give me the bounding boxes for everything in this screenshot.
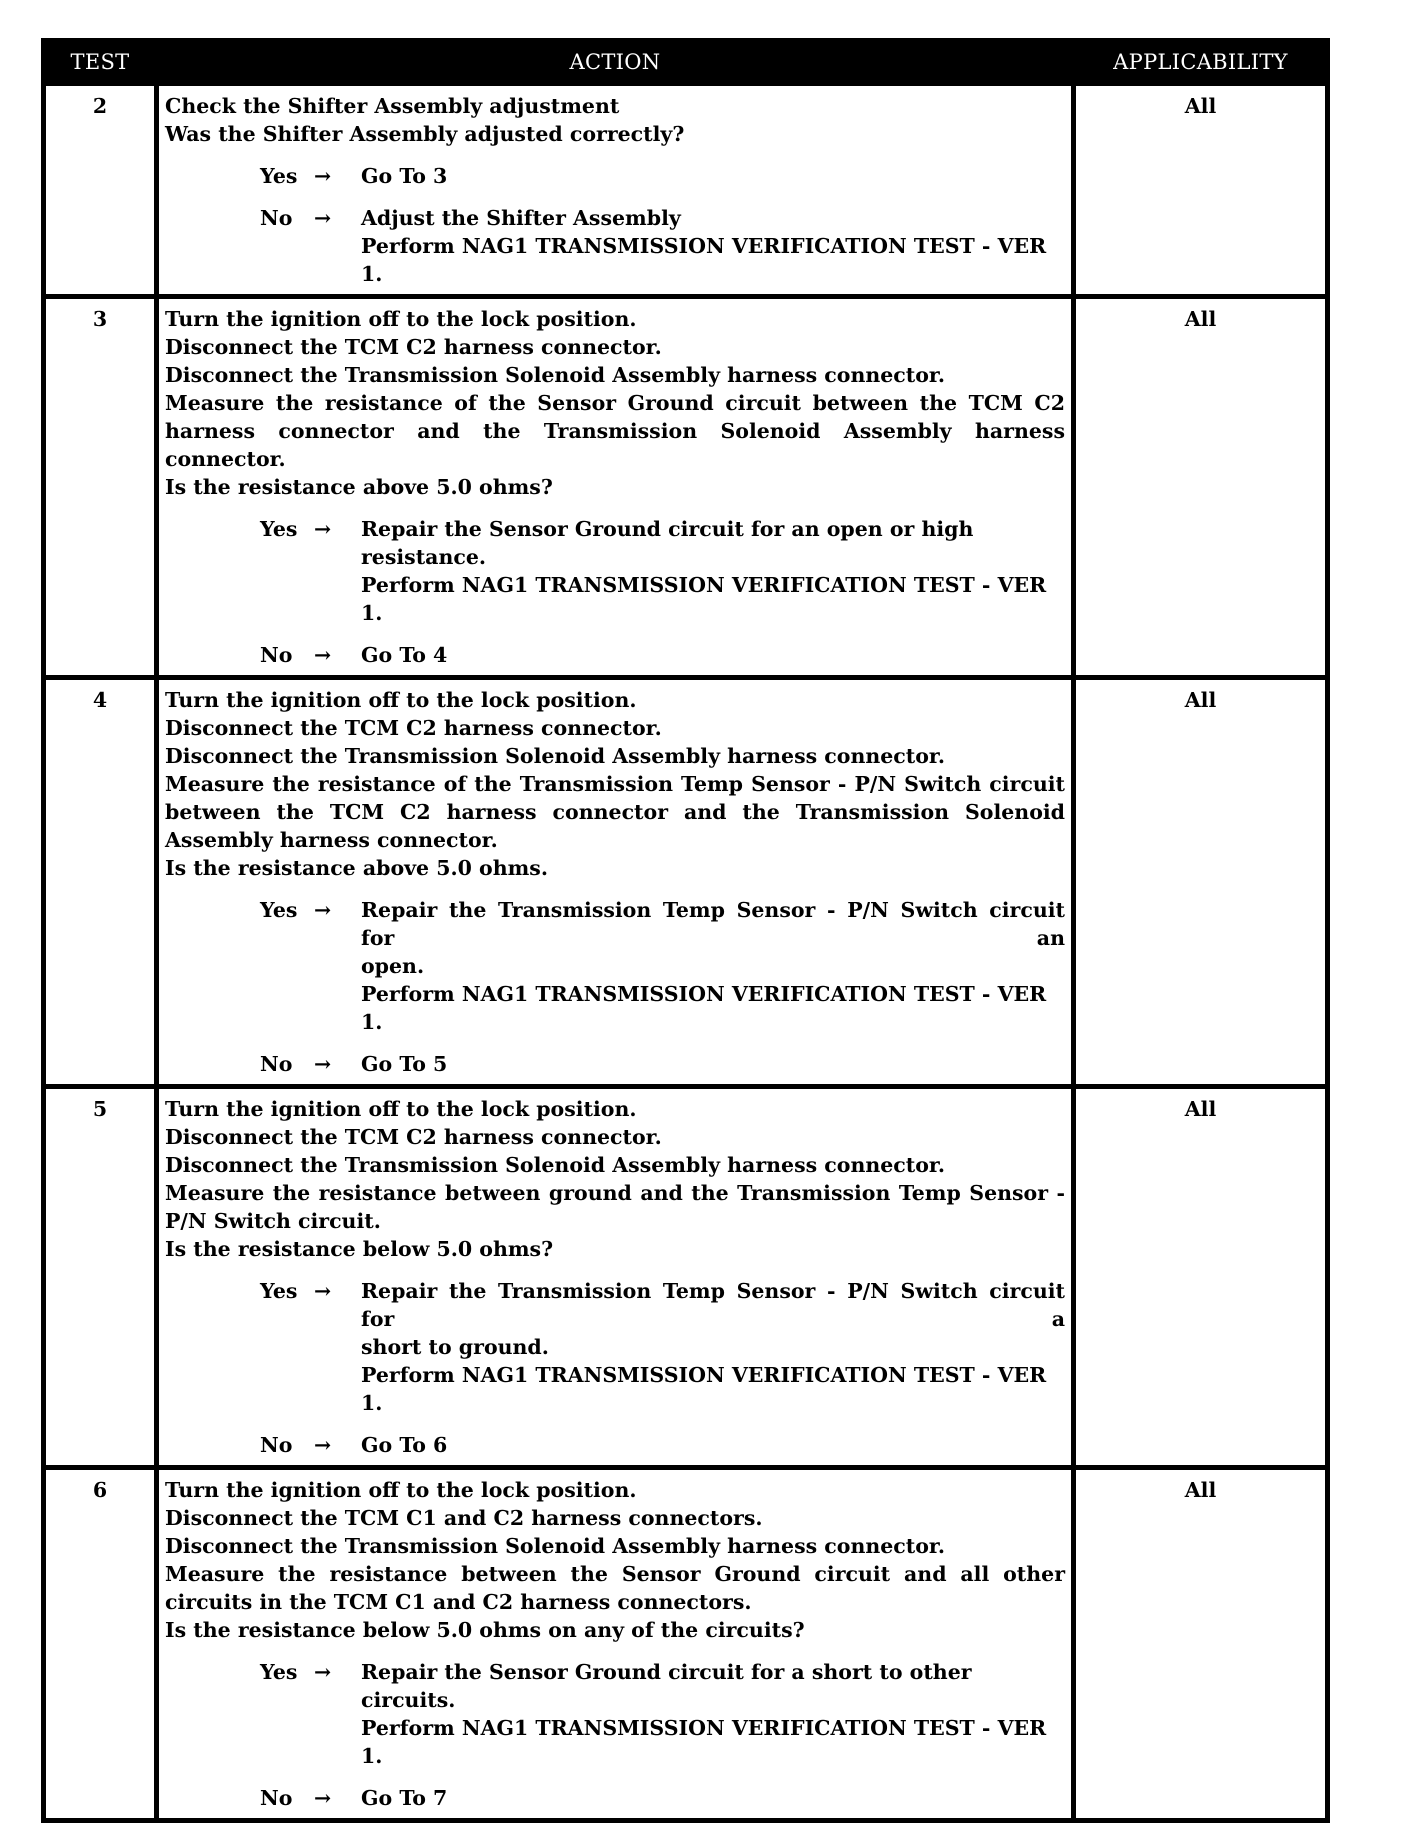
action-step: Disconnect the TCM C1 and C2 harness connectors. (165, 1506, 763, 1530)
table-row (44, 297, 1328, 678)
arrow-right-icon: → (314, 517, 332, 541)
header-applicability: APPLICABILITY (1074, 41, 1328, 84)
action-cell (157, 297, 1074, 678)
action-steps (165, 1095, 1065, 1263)
no-label: No (260, 1052, 293, 1076)
no-label: No (260, 1786, 293, 1810)
yes-result (361, 162, 1065, 190)
test-number: 3 (44, 297, 157, 678)
action-step: Check the Shifter Assembly adjustment (165, 94, 620, 118)
yes-result-line: Perform NAG1 TRANSMISSION VERIFICATION TEST - VER 1. (361, 982, 1047, 1034)
test-number: 6 (44, 1468, 157, 1821)
no-result (361, 1431, 1065, 1459)
no-result (361, 641, 1065, 669)
yes-result (361, 1658, 1065, 1770)
action-steps (165, 92, 1065, 148)
header-action: ACTION (157, 41, 1074, 84)
table-row (44, 1087, 1328, 1468)
action-step: Turn the ignition off to the lock position. (165, 688, 637, 712)
action-step: Disconnect the Transmission Solenoid Assembly harness connector. (165, 1534, 945, 1558)
applicability-value: All (1074, 1087, 1328, 1468)
applicability-value: All (1074, 297, 1328, 678)
table-body (44, 84, 1328, 1821)
yes-label: Yes (260, 1279, 298, 1303)
arrow-right-icon: → (314, 1052, 332, 1076)
applicability-value: All (1074, 84, 1328, 297)
yes-answer (260, 896, 1065, 1036)
action-step: Measure the resistance of the Transmission Temp Sensor - P/N Switch circuit between the TCM C2 harness connector and the Transmission Solenoid Assembly harness connector. (165, 772, 1065, 852)
yes-result-line: Repair the Sensor Ground circuit for a short to other circuits. (361, 1660, 972, 1712)
no-answer (260, 641, 1065, 669)
yes-result-line: Repair the Transmission Temp Sensor - P/N Switch circuit for an (361, 898, 1065, 950)
action-step: Disconnect the TCM C2 harness connector. (165, 335, 662, 359)
action-step: Was the Shifter Assembly adjusted correctly? (165, 122, 685, 146)
test-number: 4 (44, 678, 157, 1087)
applicability-value: All (1074, 678, 1328, 1087)
action-cell (157, 1468, 1074, 1821)
action-cell (157, 1087, 1074, 1468)
yes-result (361, 896, 1065, 1036)
action-step: Is the resistance above 5.0 ohms. (165, 856, 548, 880)
no-result-line: Go To 7 (361, 1786, 448, 1810)
no-answer (260, 204, 1065, 288)
yes-result-line: Repair the Transmission Temp Sensor - P/N Switch circuit for a (361, 1279, 1065, 1331)
test-number: 2 (44, 84, 157, 297)
table-row (44, 678, 1328, 1087)
test-number: 5 (44, 1087, 157, 1468)
arrow-right-icon: → (314, 1433, 332, 1457)
no-label: No (260, 643, 293, 667)
action-step: Is the resistance below 5.0 ohms on any of the circuits? (165, 1618, 805, 1642)
action-step: Measure the resistance of the Sensor Ground circuit between the TCM C2 harness connector and the Transmission Solenoid Assembly harness connector. (165, 391, 1065, 471)
table-row (44, 84, 1328, 297)
action-step: Is the resistance below 5.0 ohms? (165, 1237, 554, 1261)
yes-result-line: short to ground. (361, 1335, 549, 1359)
no-result-line: Adjust the Shifter Assembly (361, 206, 681, 230)
action-step: Disconnect the Transmission Solenoid Assembly harness connector. (165, 363, 945, 387)
diagnostic-page (41, 38, 1325, 1823)
action-step: Turn the ignition off to the lock position. (165, 1478, 637, 1502)
answer-block (165, 896, 1065, 1078)
action-step: Turn the ignition off to the lock position. (165, 307, 637, 331)
yes-answer (260, 1658, 1065, 1770)
no-result-line: Perform NAG1 TRANSMISSION VERIFICATION TEST - VER 1. (361, 234, 1047, 286)
yes-label: Yes (260, 164, 298, 188)
arrow-right-icon: → (314, 643, 332, 667)
action-step: Disconnect the TCM C2 harness connector. (165, 716, 662, 740)
yes-result-line: open. (361, 954, 425, 978)
answer-block (165, 162, 1065, 288)
yes-result-line: Perform NAG1 TRANSMISSION VERIFICATION TEST - VER 1. (361, 1363, 1047, 1415)
action-step: Disconnect the Transmission Solenoid Assembly harness connector. (165, 1153, 945, 1177)
action-step: Disconnect the Transmission Solenoid Assembly harness connector. (165, 744, 945, 768)
action-step: Measure the resistance between ground and the Transmission Temp Sensor - P/N Switch circuit. (165, 1181, 1065, 1233)
yes-label: Yes (260, 517, 298, 541)
no-result (361, 204, 1065, 288)
yes-answer (260, 1277, 1065, 1417)
arrow-right-icon: → (314, 206, 332, 230)
no-answer (260, 1050, 1065, 1078)
action-steps (165, 305, 1065, 501)
answer-block (165, 1277, 1065, 1459)
arrow-right-icon: → (314, 1660, 332, 1684)
no-result-line: Go To 6 (361, 1433, 448, 1457)
yes-result-line: Repair the Sensor Ground circuit for an open or high resistance. (361, 517, 974, 569)
action-steps (165, 686, 1065, 882)
table-header-row (44, 41, 1328, 84)
header-test: TEST (44, 41, 157, 84)
no-label: No (260, 206, 293, 230)
no-answer (260, 1784, 1065, 1812)
yes-answer (260, 515, 1065, 627)
action-steps (165, 1476, 1065, 1644)
arrow-right-icon: → (314, 164, 332, 188)
diagnostic-test-table (41, 38, 1330, 1823)
yes-label: Yes (260, 1660, 298, 1684)
applicability-value: All (1074, 1468, 1328, 1821)
yes-result-line: Perform NAG1 TRANSMISSION VERIFICATION TEST - VER 1. (361, 573, 1047, 625)
action-step: Is the resistance above 5.0 ohms? (165, 475, 553, 499)
answer-block (165, 515, 1065, 669)
arrow-right-icon: → (314, 1279, 332, 1303)
yes-result-line: Perform NAG1 TRANSMISSION VERIFICATION TEST - VER 1. (361, 1716, 1047, 1768)
no-answer (260, 1431, 1065, 1459)
no-result-line: Go To 4 (361, 643, 448, 667)
action-cell (157, 678, 1074, 1087)
yes-result (361, 515, 1065, 627)
yes-label: Yes (260, 898, 298, 922)
action-step: Disconnect the TCM C2 harness connector. (165, 1125, 662, 1149)
action-cell (157, 84, 1074, 297)
table-row (44, 1468, 1328, 1821)
action-step: Turn the ignition off to the lock position. (165, 1097, 637, 1121)
answer-block (165, 1658, 1065, 1812)
yes-answer (260, 162, 1065, 190)
no-label: No (260, 1433, 293, 1457)
yes-result-line: Go To 3 (361, 164, 448, 188)
yes-result (361, 1277, 1065, 1417)
no-result-line: Go To 5 (361, 1052, 448, 1076)
action-step: Measure the resistance between the Sensor Ground circuit and all other circuits in the TCM C1 and C2 harness connectors. (165, 1562, 1065, 1614)
arrow-right-icon: → (314, 898, 332, 922)
no-result (361, 1784, 1065, 1812)
arrow-right-icon: → (314, 1786, 332, 1810)
no-result (361, 1050, 1065, 1078)
